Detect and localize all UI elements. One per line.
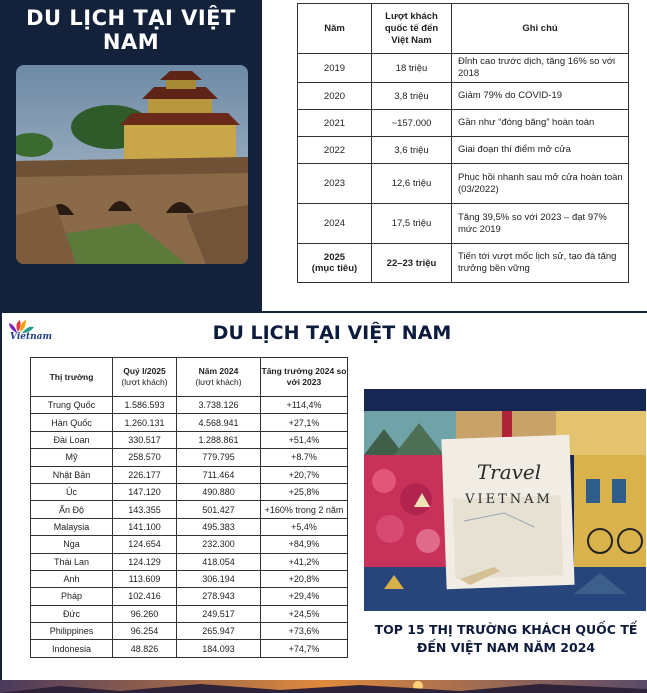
q1-2025-cell: 143.355 bbox=[113, 501, 177, 518]
growth-cell: +8.7% bbox=[261, 449, 348, 466]
visitors-cell: ~157.000 bbox=[372, 110, 452, 137]
table-row bbox=[31, 518, 348, 535]
y2024-cell: 711.464 bbox=[177, 466, 261, 483]
growth-cell: +160% trong 2 năm bbox=[261, 501, 348, 518]
table-row bbox=[298, 54, 629, 83]
table-row bbox=[298, 110, 629, 137]
q1-2025-cell: 124.129 bbox=[113, 553, 177, 570]
market-cell: Nhật Bản bbox=[31, 466, 113, 483]
table-row bbox=[31, 605, 348, 622]
year-cell: 2019 bbox=[298, 54, 372, 83]
market-cell: Ấn Độ bbox=[31, 501, 113, 518]
header-market bbox=[31, 358, 113, 397]
growth-cell: +5,4% bbox=[261, 518, 348, 535]
market-cell: Philippines bbox=[31, 623, 113, 640]
header-q1-sub: (lượt khách) bbox=[121, 377, 168, 387]
top-slide bbox=[0, 0, 647, 311]
q1-2025-cell: 226.177 bbox=[113, 466, 177, 483]
market-cell: Úc bbox=[31, 483, 113, 500]
visitors-cell: 18 triệu bbox=[372, 54, 452, 83]
market-cell: Nga bbox=[31, 536, 113, 553]
market-cell: Đài Loan bbox=[31, 431, 113, 448]
table-row bbox=[31, 588, 348, 605]
growth-cell: +41,2% bbox=[261, 553, 348, 570]
y2024-cell: 418.054 bbox=[177, 553, 261, 570]
q1-2025-cell: 330.517 bbox=[113, 431, 177, 448]
year-cell: 2023 bbox=[298, 164, 372, 204]
header-note: Ghi chú bbox=[452, 4, 629, 54]
q1-2025-cell: 96.254 bbox=[113, 623, 177, 640]
target-year: 2025 bbox=[323, 252, 346, 263]
citadel-photo bbox=[16, 65, 248, 264]
table-header-row bbox=[31, 358, 348, 397]
note-cell: Đỉnh cao trước dịch, tăng 16% so với 2018 bbox=[452, 54, 629, 83]
visitors-cell: 17,5 triệu bbox=[372, 204, 452, 244]
table-row bbox=[31, 397, 348, 414]
table-row bbox=[31, 483, 348, 500]
market-cell: Mỹ bbox=[31, 449, 113, 466]
market-cell: Anh bbox=[31, 570, 113, 587]
table-row bbox=[31, 431, 348, 448]
table-row bbox=[31, 553, 348, 570]
growth-cell: +29,4% bbox=[261, 588, 348, 605]
note-cell: Phục hồi nhanh sau mở cửa hoàn toàn (03/2022) bbox=[452, 164, 629, 204]
target-year-sub: (mục tiêu) bbox=[311, 263, 358, 274]
growth-cell: +74,7% bbox=[261, 640, 348, 657]
year-cell: 2020 bbox=[298, 83, 372, 110]
bottom-slide-title: DU LỊCH TẠI VIỆT NAM bbox=[212, 322, 452, 344]
q1-2025-cell: 141.100 bbox=[113, 518, 177, 535]
table-row bbox=[31, 466, 348, 483]
q1-2025-cell: 147.120 bbox=[113, 483, 177, 500]
note-cell: Tăng 39,5% so với 2023 – đạt 97% mức 2019 bbox=[452, 204, 629, 244]
q1-2025-cell: 48.826 bbox=[113, 640, 177, 657]
market-cell: Malaysia bbox=[31, 518, 113, 535]
growth-cell: +27,1% bbox=[261, 414, 348, 431]
logo-text: Vietnam bbox=[10, 332, 53, 342]
y2024-cell: 232.300 bbox=[177, 536, 261, 553]
growth-cell: +51,4% bbox=[261, 431, 348, 448]
y2024-cell: 278.943 bbox=[177, 588, 261, 605]
market-cell: Trung Quốc bbox=[31, 397, 113, 414]
y2024-cell: 265.947 bbox=[177, 623, 261, 640]
q1-2025-cell: 96.260 bbox=[113, 605, 177, 622]
growth-cell: +114,4% bbox=[261, 397, 348, 414]
target-row bbox=[298, 244, 629, 283]
sunset-landscape-strip bbox=[0, 680, 647, 693]
y2024-cell: 495.383 bbox=[177, 518, 261, 535]
y2024-cell: 490.880 bbox=[177, 483, 261, 500]
y2024-cell: 184.093 bbox=[177, 640, 261, 657]
growth-cell: +84,9% bbox=[261, 536, 348, 553]
q1-2025-cell: 102.416 bbox=[113, 588, 177, 605]
target-year-cell bbox=[298, 244, 372, 283]
visitors-cell: 3,8 triệu bbox=[372, 83, 452, 110]
year-cell: 2021 bbox=[298, 110, 372, 137]
market-cell: Indonesia bbox=[31, 640, 113, 657]
note-cell: Gần như “đóng băng” hoàn toàn bbox=[452, 110, 629, 137]
yearly-visitors-table bbox=[297, 3, 629, 283]
q1-2025-cell: 124.654 bbox=[113, 536, 177, 553]
table-row bbox=[31, 623, 348, 640]
bottom-slide bbox=[2, 313, 647, 680]
header-visitors: Lượt khách quốc tế đến Việt Nam bbox=[372, 4, 452, 54]
growth-cell: +73,6% bbox=[261, 623, 348, 640]
table-row bbox=[31, 536, 348, 553]
target-note-cell: Tiến tới vượt mốc lịch sử, tạo đà tăng trưởng bền vững bbox=[452, 244, 629, 283]
growth-cell: +25,8% bbox=[261, 483, 348, 500]
header-q1-2025 bbox=[113, 358, 177, 397]
table-row bbox=[31, 414, 348, 431]
market-cell: Thái Lan bbox=[31, 553, 113, 570]
header-growth bbox=[261, 358, 348, 397]
table-row bbox=[31, 570, 348, 587]
q1-2025-cell: 258.570 bbox=[113, 449, 177, 466]
y2024-cell: 3.738.126 bbox=[177, 397, 261, 414]
header-q1-label: Quý I/2025 bbox=[123, 366, 166, 376]
table-row bbox=[298, 83, 629, 110]
note-cell: Giai đoạn thí điểm mở cửa bbox=[452, 137, 629, 164]
visitors-cell: 3,6 triệu bbox=[372, 137, 452, 164]
header-market-label: Thị trường bbox=[49, 371, 94, 382]
market-cell: Đức bbox=[31, 605, 113, 622]
top-slide-sidebar bbox=[0, 0, 262, 311]
collage-caption: TOP 15 THỊ TRƯỜNG KHÁCH QUỐC TẾ ĐẾN VIỆT NAM NĂM 2024 bbox=[374, 622, 638, 655]
header-2024-sub: (lượt khách) bbox=[195, 377, 242, 387]
header-growth-label: Tăng trưởng 2024 so với 2023 bbox=[261, 366, 347, 387]
y2024-cell: 249.517 bbox=[177, 605, 261, 622]
header-2024 bbox=[177, 358, 261, 397]
table-row bbox=[31, 640, 348, 657]
top-markets-table bbox=[30, 357, 348, 658]
q1-2025-cell: 1.586.593 bbox=[113, 397, 177, 414]
y2024-cell: 306.194 bbox=[177, 570, 261, 587]
y2024-cell: 4.568.941 bbox=[177, 414, 261, 431]
q1-2025-cell: 113.609 bbox=[113, 570, 177, 587]
travel-vietnam-collage bbox=[364, 389, 646, 611]
table-header-row bbox=[298, 4, 629, 54]
q1-2025-cell: 1.260.131 bbox=[113, 414, 177, 431]
header-year: Năm bbox=[298, 4, 372, 54]
table-row bbox=[31, 449, 348, 466]
year-cell: 2024 bbox=[298, 204, 372, 244]
table-row bbox=[298, 204, 629, 244]
year-cell: 2022 bbox=[298, 137, 372, 164]
y2024-cell: 1.288.861 bbox=[177, 431, 261, 448]
collage-script-word: Travel bbox=[476, 460, 542, 484]
market-cell: Pháp bbox=[31, 588, 113, 605]
header-2024-label: Năm 2024 bbox=[198, 366, 239, 376]
growth-cell: +24,5% bbox=[261, 605, 348, 622]
table-row bbox=[31, 501, 348, 518]
target-visitors-cell: 22–23 triệu bbox=[372, 244, 452, 283]
growth-cell: +20,7% bbox=[261, 466, 348, 483]
market-cell: Hàn Quốc bbox=[31, 414, 113, 431]
markets-table-body bbox=[31, 397, 348, 658]
y2024-cell: 501.427 bbox=[177, 501, 261, 518]
note-cell: Giảm 79% do COVID-19 bbox=[452, 83, 629, 110]
top-slide-title: DU LỊCH TẠI VIỆT NAM bbox=[26, 6, 236, 54]
growth-cell: +20,8% bbox=[261, 570, 348, 587]
collage-country-word: VIETNAM bbox=[465, 492, 553, 507]
visitors-cell: 12,6 triệu bbox=[372, 164, 452, 204]
table-row bbox=[298, 137, 629, 164]
table-row bbox=[298, 164, 629, 204]
y2024-cell: 779.795 bbox=[177, 449, 261, 466]
